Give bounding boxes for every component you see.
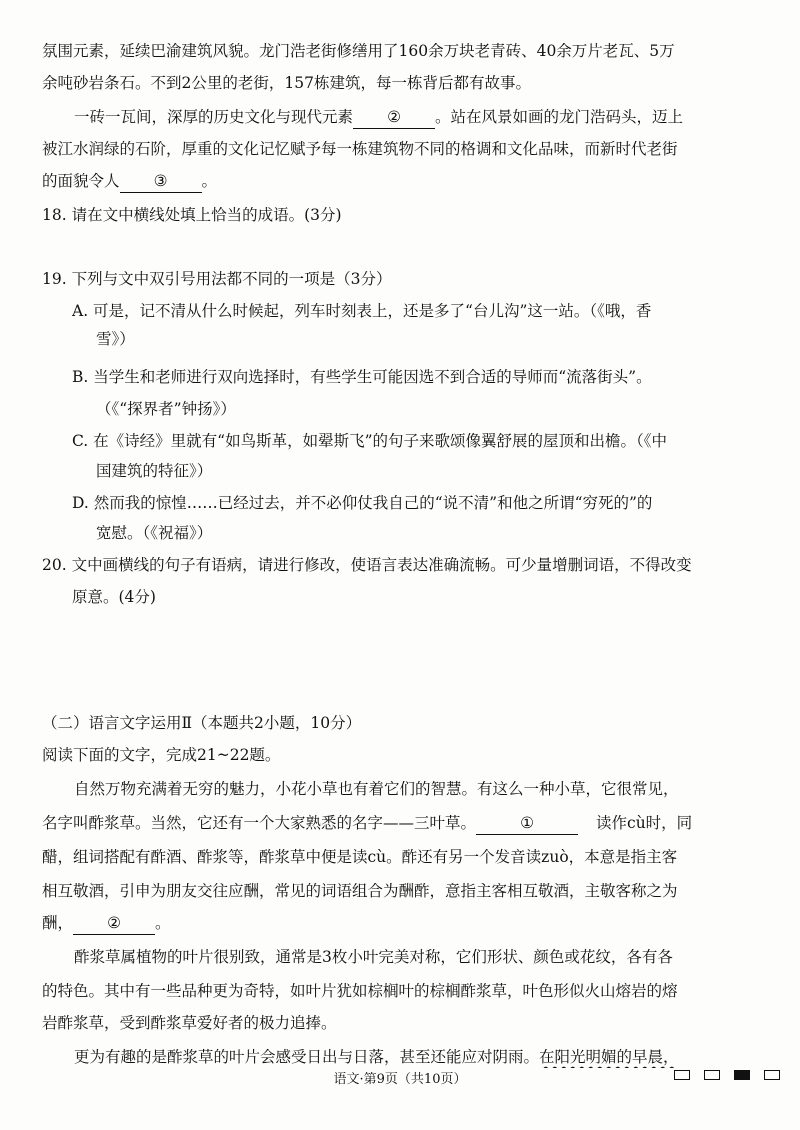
passage-text: 一砖一瓦间，深厚的历史文化与现代元素: [74, 108, 354, 126]
page-mark: [704, 1070, 720, 1080]
fill-blank-2: ②: [353, 106, 435, 129]
page-mark-current: [734, 1070, 750, 1080]
question-20-cont: 原意。(4分): [72, 588, 156, 606]
passage-line: 醋，组词搭配有酢酒、酢浆等，酢浆草中便是读cù。酢还有另一个发音读zuò，本意是指主客: [42, 848, 678, 866]
option-d-cont: 宽慰。（《祝福》）: [96, 524, 213, 542]
passage-line: 岩酢浆草，受到酢浆草爱好者的极力追捧。: [42, 1014, 337, 1032]
passage-text: 名字叫酢浆草。当然，它还有一个大家熟悉的名字——三叶草。: [42, 814, 477, 832]
passage-text: 读作cù时，同: [596, 814, 693, 832]
option-c: C. 在《诗经》里就有“如鸟斯革，如翚斯飞”的句子来歌颂像翼舒展的屋顶和出檐。（《中: [72, 432, 668, 450]
fill-blank-3: ③: [120, 170, 202, 193]
passage-text: 酬，: [42, 914, 74, 932]
passage-line: 相互敬酒，引申为朋友交往应酬，常见的词语组合为酬酢，意指主客相互敬酒，主敬客称之为: [42, 882, 678, 900]
passage-text: 。: [155, 914, 171, 932]
option-d: D. 然而我的惊惶……已经过去，并不必仰仗我自己的“说不清”和他之所谓“穷死的”的: [72, 494, 653, 512]
passage-line: 自然万物充满着无穷的魅力，小花小草也有着它们的智慧。有这么一种小草，它很常见，: [74, 780, 679, 798]
passage-line: [74, 106, 758, 129]
passage-line: 氛围元素，延续巴渝建筑风貌。龙门浩老街修缮用了160余万块老青砖、40余万片老瓦、5万: [42, 42, 675, 60]
passage-text: 的面貌令人: [42, 172, 120, 190]
option-a: A. 可是，记不清从什么时候起，列车时刻表上，还是多了“台儿沟”这一站。（《哦，香: [72, 302, 652, 320]
wavy-underlined-sentence: 在阳光明媚的早晨，: [539, 1048, 679, 1066]
passage-line: [42, 912, 758, 935]
page-footer: 语文·第9页（共10页）: [333, 1072, 467, 1087]
option-c-cont: 国建筑的特征》）: [96, 462, 213, 480]
passage-line: 被江水润绿的石阶，厚重的文化记忆赋予每一栋建筑物不同的格调和文化品味，而新时代老街: [42, 140, 678, 158]
passage-text: 。: [201, 172, 218, 190]
passage-line: 酢浆草属植物的叶片很别致，通常是3枚小叶完美对称，它们形状、颜色或花纹，各有各: [74, 948, 673, 966]
question-18: 18. 请在文中横线处填上恰当的成语。(3分): [42, 206, 342, 224]
section-heading: （二）语言文字运用Ⅱ（本题共2小题，10分）: [42, 714, 362, 732]
passage-line: 余吨砂岩条石。不到2公里的老街，157栋建筑，每一栋背后都有故事。: [42, 74, 531, 92]
page-mark: [674, 1070, 690, 1080]
passage-text: 更为有趣的是酢浆草的叶片会感受日出与日落，甚至还能应对阴雨。: [74, 1048, 540, 1066]
passage-line: [42, 812, 758, 835]
question-19-stem: 19. 下列与文中双引号用法都不同的一项是（3分）: [42, 270, 392, 288]
option-a-cont: 雪》）: [96, 330, 135, 348]
question-20: 20. 文中画横线的句子有语病，请进行修改，使语言表达准确流畅。可少量增删词语，不得改变: [42, 556, 692, 574]
fill-blank-1: ①: [476, 812, 578, 835]
fill-blank-2: ②: [73, 912, 155, 935]
page-indicator-marks: [674, 1070, 780, 1080]
option-b: B. 当学生和老师进行双向选择时，有些学生可能因选不到合适的导师而“流落街头”。: [72, 368, 652, 386]
option-b-cont: （《“探界者”钟扬》）: [96, 400, 236, 418]
section-instruction: 阅读下面的文字，完成21~22题。: [42, 746, 281, 764]
passage-line: [42, 170, 758, 193]
passage-line: [74, 1046, 758, 1068]
passage-text: 。站在风景如画的龙门浩码头，迈上: [435, 108, 684, 126]
page-mark: [764, 1070, 780, 1080]
passage-line: 的特色。其中有一些品种更为奇特，如叶片犹如棕榈叶的棕榈酢浆草，叶色形似火山熔岩的熔: [42, 982, 678, 1000]
